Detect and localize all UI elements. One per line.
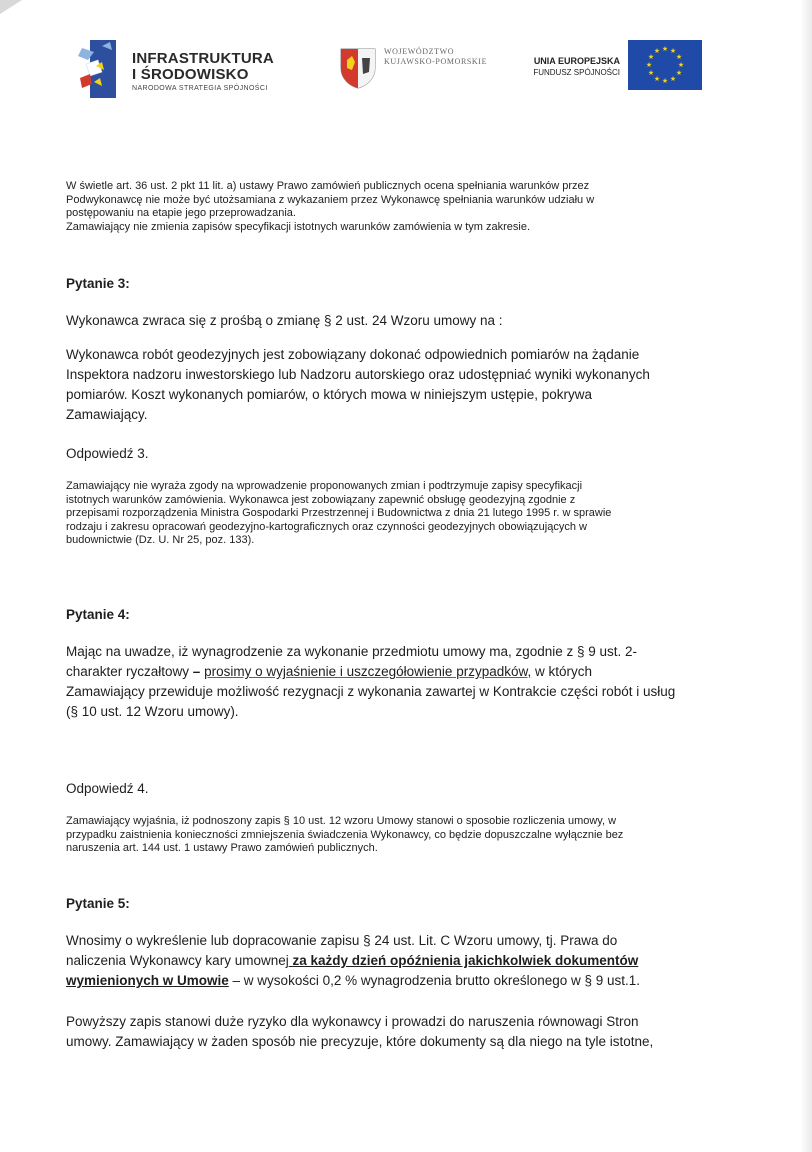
svg-text:★: ★ xyxy=(647,53,655,61)
answer-line: budownictwie (Dz. U. Nr 25, poz. 133). xyxy=(66,534,255,547)
question-line: Wnosimy o wykreślenie lub dopracowanie zapisu § 24 ust. Lit. C Wzoru umowy, tj. Prawa do xyxy=(66,933,618,948)
answer-line: istotnych warunków zamówienia. Wykonawca jest zobowiązany zapewnić obsługę geodezyjną zgodnie z xyxy=(66,493,576,506)
comment-line: Powyższy zapis stanowi duże ryzyko dla wykonawcy i prowadzi do naruszenia równowagi Stron xyxy=(66,1014,639,1029)
question-4-heading: Pytanie 4: xyxy=(66,607,130,622)
svg-text:★: ★ xyxy=(675,53,683,61)
question-5-text xyxy=(66,931,696,991)
question-dash: – xyxy=(192,664,201,679)
question-text-span: charakter ryczałtowy xyxy=(66,664,193,679)
answer-line: przypadku zaistnienia konieczności zmniejszenia świadczenia Wykonawcy, co będzie dopuszczalne wyłącznie bez xyxy=(66,828,624,841)
answer-line: rodzaju i zakresu opracowań geodezyjno-kartograficznych oraz czynności geodezyjnych obowiązujących w xyxy=(66,520,587,533)
proposal-line: Wykonawca robót geodezyjnych jest zobowiązany dokonać odpowiednich pomiarów na żądanie xyxy=(66,347,640,362)
question-text-span: w których xyxy=(531,664,593,679)
is-title-line2: I ŚRODOWISKO xyxy=(132,66,249,83)
is-subtitle: NARODOWA STRATEGIA SPÓJNOŚCI xyxy=(132,85,268,92)
eu-text xyxy=(520,55,620,79)
coat-of-arms-icon xyxy=(338,46,378,90)
question-5-comment xyxy=(66,1012,696,1052)
svg-text:★: ★ xyxy=(653,47,661,55)
question-line: Zamawiający przewiduje możliwość rezygnacji z wykonania zawartej w Kontrakcie części robót i usług xyxy=(66,684,676,699)
svg-text:★: ★ xyxy=(669,75,677,83)
svg-text:★: ★ xyxy=(647,69,655,77)
intro-line: Zamawiający nie zmienia zapisów specyfikacji istotnych warunków zamówienia w tym zakresie. xyxy=(66,220,531,233)
underlined-request: prosimy o wyjaśnienie i uszczegółowienie przypadków, xyxy=(204,664,532,679)
kp-text xyxy=(384,47,514,67)
question-3-heading: Pytanie 3: xyxy=(66,276,130,291)
is-title-line1: INFRASTRUKTURA xyxy=(132,50,274,67)
comment-line: umowy. Zamawiający w żaden sposób nie precyzuje, które dokumenty są dla niego na tyle istotne, xyxy=(66,1034,654,1049)
intro-paragraph xyxy=(66,180,696,234)
answer-3-text xyxy=(66,480,696,548)
kp-line2: KUJAWSKO-POMORSKIE xyxy=(384,57,488,66)
scan-edge-shadow xyxy=(800,0,812,1152)
is-title xyxy=(132,51,274,83)
svg-text:★: ★ xyxy=(669,47,677,55)
answer-4-heading: Odpowiedź 4. xyxy=(66,781,149,796)
svg-text:★: ★ xyxy=(675,69,683,77)
logo-kujawsko-pomorskie xyxy=(338,46,488,95)
proposal-line: Zamawiający. xyxy=(66,407,148,422)
is-emblem-icon xyxy=(76,38,128,100)
question-line xyxy=(66,662,696,682)
question-5-heading: Pytanie 5: xyxy=(66,896,130,911)
eu-line2: FUNDUSZ SPÓJNOŚCI xyxy=(533,68,620,77)
svg-text:★: ★ xyxy=(645,61,653,69)
intro-line: postępowaniu na etapie jego przeprowadzania. xyxy=(66,207,296,220)
proposal-line: Inspektora nadzoru inwestorskiego lub Nadzoru autorskiego oraz udostępniać wyniki wykonanych xyxy=(66,367,650,382)
svg-text:★: ★ xyxy=(661,45,669,53)
answer-line: przepisami rozporządzenia Ministra Gospodarki Przestrzennej i Budownictwa z dnia 21 lutego 1995 r. w sprawie xyxy=(66,507,612,520)
eu-flag-icon xyxy=(628,40,702,90)
intro-line: W świetle art. 36 ust. 2 pkt 11 lit. a) ustawy Prawo zamówień publicznych ocena spełniania warunków przez xyxy=(66,180,590,192)
scan-corner xyxy=(0,0,22,14)
question-text-span: – w wysokości 0,2 % wynagrodzenia brutto określonego w § 9 ust.1. xyxy=(228,973,641,988)
answer-4-text xyxy=(66,815,696,856)
question-3-request: Wykonawca zwraca się z prośbą o zmianę § 2 ust. 24 Wzoru umowy na : xyxy=(66,313,503,328)
question-line: Mając na uwadze, iż wynagrodzenie za wykonanie przedmiotu umowy ma, zgodnie z § 9 ust. 2- xyxy=(66,644,638,659)
question-line: (§ 10 ust. 12 Wzoru umowy). xyxy=(66,704,239,719)
question-4-text xyxy=(66,642,696,722)
answer-3-heading: Odpowiedź 3. xyxy=(66,446,149,461)
answer-line: naruszenia art. 144 ust. 1 ustawy Prawo zamówień publicznych. xyxy=(66,842,378,855)
question-3-proposal xyxy=(66,345,696,425)
kp-line1: WOJEWÓDZTWO xyxy=(384,47,455,56)
svg-text:★: ★ xyxy=(653,75,661,83)
question-text-span: naliczenia Wykonawcy kary umownej xyxy=(66,953,289,968)
underlined-bold-text: za każdy dzień opóźnienia jakichkolwiek dokumentów xyxy=(288,953,639,968)
eu-line1: UNIA EUROPEJSKA xyxy=(533,56,620,66)
proposal-line: pomiarów. Koszt wykonanych pomiarów, o których mowa w niniejszym ustępie, pokrywa xyxy=(66,387,592,402)
answer-line: Zamawiający wyjaśnia, iż podnoszony zapis § 10 ust. 12 wzoru Umowy stanowi o sposobie rozliczenia umowy, w xyxy=(66,815,617,827)
svg-text:★: ★ xyxy=(661,77,669,85)
underlined-bold-text: wymienionych w Umowie xyxy=(66,973,229,988)
intro-line: Podwykonawcę nie może być utożsamiana z wykazaniem przez Wykonawcę spełniania warunków udziału w xyxy=(66,193,595,206)
question-line xyxy=(66,971,696,991)
svg-text:★: ★ xyxy=(677,61,685,69)
answer-line: Zamawiający nie wyraża zgody na wprowadzenie proponowanych zmian i podtrzymuje zapisy specyfikacji xyxy=(66,480,583,492)
question-line xyxy=(66,951,696,971)
